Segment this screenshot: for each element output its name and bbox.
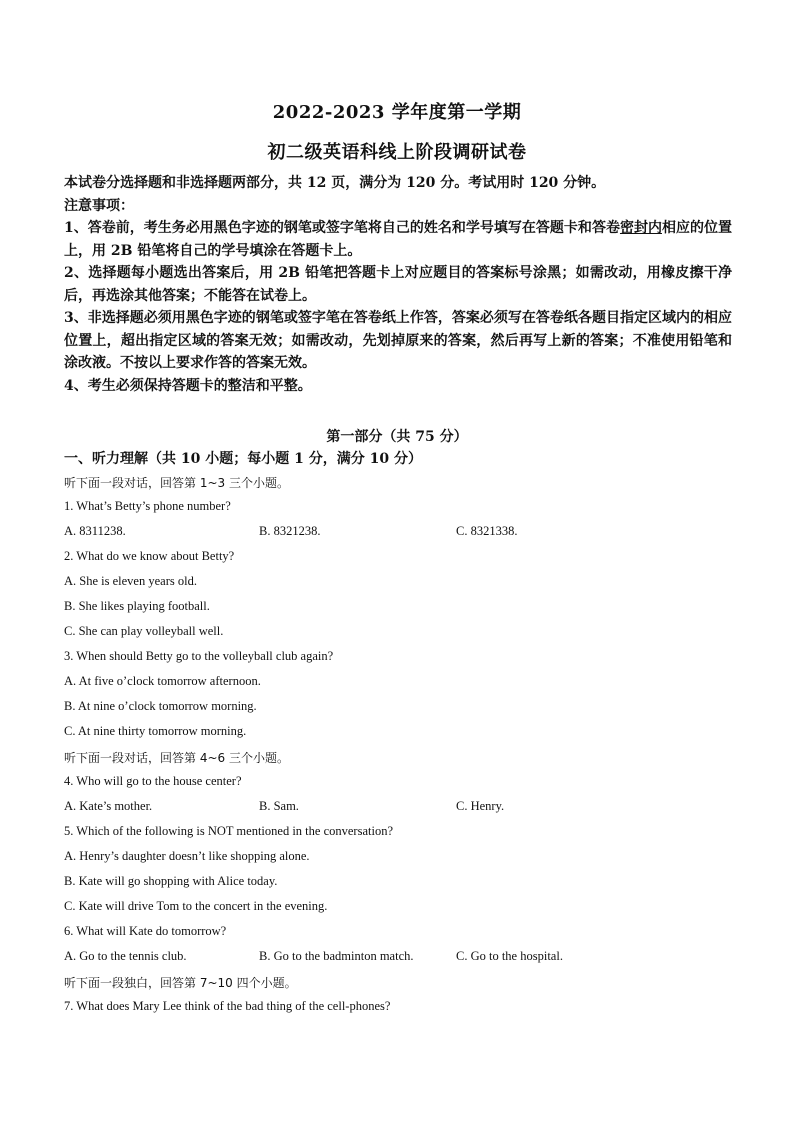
note-3: 3、非选择题必须用黑色字迹的钢笔或签字笔在答卷纸上作答，答案必须写在答卷纸各题目指定区域内的相应位置上，超出指定区域的答案无效；如需改动，先划掉原来的答案，然后再写上新的答案；不准使用铅笔和涂改液。不按以上要求作答的答案无效。 — [64, 310, 732, 371]
question-7: 7. What does Mary Lee think of the bad thing of the cell-phones? — [64, 999, 391, 1013]
option-5a: A. Henry’s daughter doesn’t like shopping alone. — [64, 849, 310, 863]
question-4: 4. Who will go to the house center? — [64, 774, 242, 788]
option-6c: C. Go to the hospital. — [456, 949, 563, 963]
listening-section-heading: 一、听力理解（共 10 小题；每小题 1 分，满分 10 分） — [64, 451, 422, 467]
exam-title-subject: 初二级英语科线上阶段调研试卷 — [267, 142, 527, 163]
part-one-heading: 第一部分（共 75 分） — [326, 429, 468, 445]
directions-1: 听下面一段对话，回答第 1~3 三个小题。 — [64, 476, 289, 490]
option-3a: A. At five o’clock tomorrow afternoon. — [64, 674, 261, 688]
note-1 — [64, 217, 732, 262]
option-1c: C. 8321338. — [456, 524, 518, 538]
option-3c: C. At nine thirty tomorrow morning. — [64, 724, 247, 738]
instructions-block — [64, 172, 732, 397]
note-4: 4、考生必须保持答题卡的整洁和平整。 — [64, 377, 312, 394]
option-2c: C. She can play volleyball well. — [64, 624, 224, 638]
question-1: 1. What’s Betty’s phone number? — [64, 499, 231, 513]
exam-intro: 本试卷分选择题和非选择题两部分，共 12 页，满分为 120 分。考试用时 120 分钟。 — [64, 175, 606, 191]
question-6: 6. What will Kate do tomorrow? — [64, 924, 227, 938]
notes-heading: 注意事项： — [64, 197, 134, 214]
question-5: 5. Which of the following is NOT mentioned in the conversation? — [64, 824, 393, 838]
note-1-text: 1、答卷前，考生务必用黑色字迹的钢笔或签字笔将自己的姓名和学号填写在答题卡和答卷 — [64, 220, 620, 236]
option-6b: B. Go to the badminton match. — [259, 949, 414, 963]
option-1b: B. 8321238. — [259, 524, 321, 538]
option-5b: B. Kate will go shopping with Alice today. — [64, 874, 278, 888]
directions-3: 听下面一段独白，回答第 7~10 四个小题。 — [64, 976, 297, 990]
option-5c: C. Kate will drive Tom to the concert in the evening. — [64, 899, 328, 913]
option-2b: B. She likes playing football. — [64, 599, 210, 613]
option-4b: B. Sam. — [259, 799, 299, 813]
option-3b: B. At nine o’clock tomorrow morning. — [64, 699, 257, 713]
question-3: 3. When should Betty go to the volleyball club again? — [64, 649, 334, 663]
option-6a: A. Go to the tennis club. — [64, 949, 187, 963]
directions-2: 听下面一段对话，回答第 4~6 三个小题。 — [64, 751, 289, 765]
option-1a: A. 8311238. — [64, 524, 126, 538]
option-2a: A. She is eleven years old. — [64, 574, 197, 588]
note-1-text-end: 相应的位置上，用 2B 铅笔将自己的学号填涂在答题卡上。 — [64, 220, 733, 259]
note-2: 2、选择题每小题选出答案后，用 2B 铅笔把答题卡上对应题目的答案标号涂黑；如需改动，用橡皮擦干净后，再选涂其他答案；不能答在试卷上。 — [64, 265, 732, 304]
question-2: 2. What do we know about Betty? — [64, 549, 235, 563]
note-1-underlined: 密封内 — [619, 220, 662, 236]
option-4a: A. Kate’s mother. — [64, 799, 153, 813]
exam-title-term: 2022-2023 学年度第一学期 — [272, 102, 522, 123]
option-4c: C. Henry. — [456, 799, 505, 813]
